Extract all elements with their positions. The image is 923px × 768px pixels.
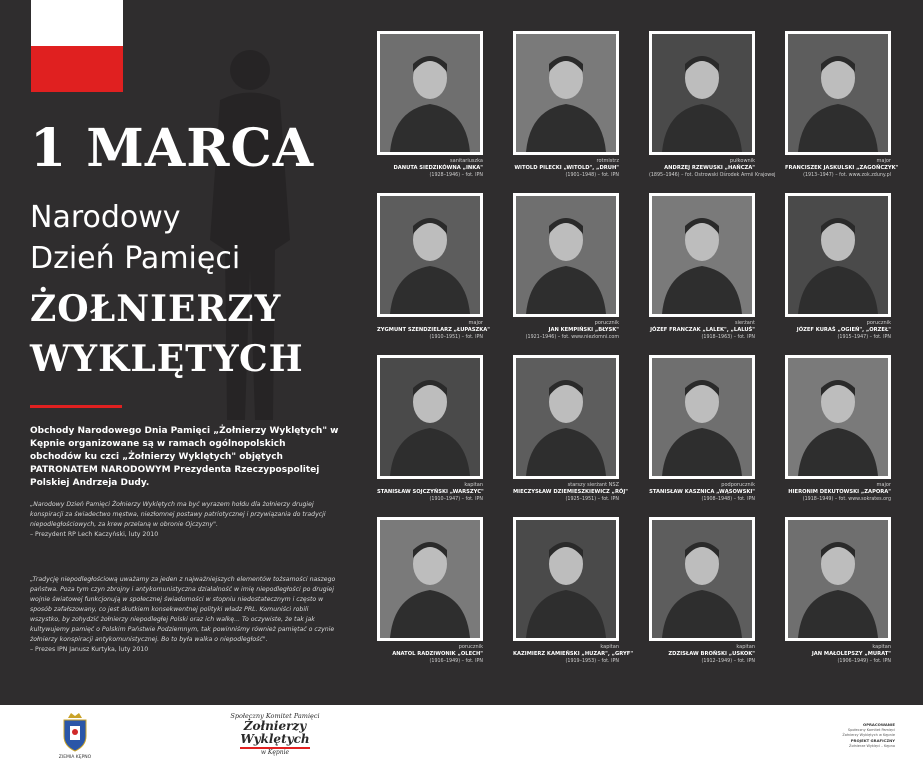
portrait-years: (1912–1949) – fot. IPN <box>701 659 755 664</box>
portrait-photo <box>785 193 891 317</box>
portrait-caption <box>513 644 634 665</box>
portrait-caption <box>649 320 755 341</box>
portrait-rank: porucznik <box>866 320 891 326</box>
credits-text-1: Społeczny Komitet Pamięci Żołnierzy Wyklętych w Kępnie <box>842 728 895 737</box>
portrait-card <box>649 355 755 503</box>
portrait-name: WITOLD PILECKI „WITOLD", „DRUH" <box>514 165 619 171</box>
portrait-name: FRANCISZEK JASKULSKI „ZAGOŃCZYK" <box>785 165 899 171</box>
portrait-photo <box>649 517 755 641</box>
portrait-caption <box>513 320 619 341</box>
page-title-date: 1 MARCA <box>30 118 315 179</box>
portrait-rank: kapitan <box>736 644 755 650</box>
portrait-caption <box>649 482 755 503</box>
portrait-caption <box>377 482 483 503</box>
portrait-image <box>788 196 888 314</box>
portrait-name: STANISŁAW KASZNICA „WĄSOWSKI" <box>649 489 755 495</box>
committee-line-3: w Kępnie <box>260 749 290 756</box>
portrait-image <box>788 520 888 638</box>
portrait-card <box>785 193 891 341</box>
portrait-card <box>649 31 776 179</box>
headline-line-1: ŻOŁNIERZY <box>30 288 282 330</box>
portrait-name: JÓZEF KURAŚ „OGIEŃ", „ORZEŁ" <box>796 327 891 333</box>
portrait-card <box>377 31 483 179</box>
credits-title-2: PROJEKT GRAFICZNY <box>850 738 895 743</box>
portrait-card <box>513 355 628 503</box>
portrait-image <box>516 358 616 476</box>
quote-text: „Tradycję niepodległościową uważamy za jeden z najważniejszych elementów tożsamości naszego państwa. Poza tym czyn zbrojny i antykomunistyczna działalność w imię niepodległości po drugiej wojnie światowej funkcjonują w społecznej świadomości w stopniu niedostatecznym i często w sposób zafałszowany, co jest skutkiem konsekwentnej polityki władz PRL. Komuniści robili wszystko, by zohydzić żołnierzy niepodległej Polski oraz ich walkę... To oczywiste, że tak jak kultywujemy pamięć o Polskim Państwie Podziemnym, tak powinniśmy również pamiętać o czynie żołnierzy konspiracji antykomunistycznej. Bo to była walka o niepodległość". <box>30 576 336 643</box>
portrait-caption <box>785 644 891 665</box>
quote-kaczynski <box>30 500 340 540</box>
portrait-card <box>785 31 899 179</box>
portrait-rank: pułkownik <box>729 158 755 164</box>
portrait-image <box>380 520 480 638</box>
portrait-photo <box>377 355 483 479</box>
portrait-years: (1910–1947) – fot. IPN <box>429 497 483 502</box>
portrait-caption <box>513 158 619 179</box>
portrait-years: (1910–1951) – fot. IPN <box>429 335 483 340</box>
portrait-years: (1919–1953) – fot. IPN <box>565 659 619 664</box>
credits-title-1: OPRACOWANIE <box>862 722 895 727</box>
portrait-card <box>377 193 490 341</box>
portrait-caption <box>649 644 755 665</box>
portrait-caption <box>649 158 776 179</box>
portrait-years: (1901–1948) – fot. IPN <box>565 173 619 178</box>
portrait-years: (1895–1946) – fot. Ostrowski Ośrodek Armii Krajowej <box>649 173 776 178</box>
portrait-name: ZDZISŁAW BROŃSKI „USKOK" <box>668 651 755 657</box>
portrait-image <box>652 520 752 638</box>
subtitle-line-2: Dzień Pamięci <box>30 241 241 276</box>
portrait-name: JÓZEF FRANCZAK „LALEK", „LALUŚ" <box>650 327 755 333</box>
portrait-rank: major <box>876 482 891 488</box>
quote-kurtyka <box>30 575 340 655</box>
portrait-rank: sanitariuszka <box>450 158 483 164</box>
portrait-image <box>380 34 480 152</box>
portrait-image <box>516 520 616 638</box>
portrait-name: ANDRZEJ RZEWUSKI „HAŃCZA" <box>664 165 755 171</box>
committee-line-2: Żołnierzy Wyklętych <box>240 719 310 746</box>
committee-logo <box>225 712 325 757</box>
quote-text: „Narodowy Dzień Pamięci Żołnierzy Wyklętych ma być wyrazem hołdu dla żołnierzy drugiej konspiracji za świadectwo męstwa, niezłomnej postawy patriotycznej i przywiązania do tradycji niepodległościowych, za krew przelaną w obronie Ojczyzny". <box>30 501 326 528</box>
portrait-caption <box>785 158 899 179</box>
portrait-rank: porucznik <box>594 320 619 326</box>
portrait-photo <box>649 193 755 317</box>
crest-label: ZIEMIA KĘPNO <box>58 755 92 760</box>
portrait-image <box>516 34 616 152</box>
quote-author: – Prezes IPN Janusz Kurtyka, luty 2010 <box>30 646 149 653</box>
portrait-name: HIERONIM DEKUTOWSKI „ZAPORA" <box>788 489 891 495</box>
coat-of-arms-icon <box>60 712 90 752</box>
headline-line-2: WYKLĘTYCH <box>30 338 304 380</box>
portrait-caption <box>785 482 891 503</box>
portrait-image <box>652 358 752 476</box>
polish-flag-red <box>31 46 123 92</box>
portrait-years: (1918–1963) – fot. IPN <box>701 335 755 340</box>
portrait-rank: kapitan <box>600 644 619 650</box>
portrait-card <box>377 355 483 503</box>
portrait-name: MIECZYSŁAW DZIEMIESZKIEWICZ „RÓJ" <box>513 489 628 495</box>
portrait-photo <box>377 31 483 155</box>
portrait-rank: starszy sierżant NSZ <box>567 482 619 488</box>
portrait-image <box>652 196 752 314</box>
portrait-rank: podporucznik <box>721 482 755 488</box>
portrait-caption <box>377 644 483 665</box>
portrait-card <box>785 517 891 665</box>
portrait-years: (1908–1948) – fot. IPN <box>701 497 755 502</box>
portrait-photo <box>513 193 619 317</box>
footer <box>0 705 923 768</box>
portrait-years: (1925–1951) – fot. IPN <box>565 497 619 502</box>
portrait-rank: kapitan <box>872 644 891 650</box>
portrait-caption <box>513 482 628 503</box>
portrait-image <box>380 358 480 476</box>
portrait-rank: sierżant <box>735 320 755 326</box>
portrait-photo <box>377 517 483 641</box>
portrait-name: JAN KEMPIŃSKI „BŁYSK" <box>548 327 619 333</box>
portrait-name: KAZIMIERZ KAMIEŃSKI „HUZAR", „GRYF" <box>513 651 634 657</box>
portrait-name: ANATOL RADZIWONIK „OLECH" <box>392 651 483 657</box>
portrait-years: (1918–1949) – fot. www.sokrates.org <box>802 497 891 502</box>
portrait-photo <box>513 517 619 641</box>
portrait-photo <box>513 31 619 155</box>
portrait-name: STANISŁAW SOJCZYŃSKI „WARSZYC" <box>377 489 484 495</box>
portrait-photo <box>513 355 619 479</box>
portrait-rank: major <box>468 320 483 326</box>
credits-text-2: Żołnierze Wyklęci – Kępno <box>849 744 895 748</box>
portrait-image <box>516 196 616 314</box>
portrait-years: (1906–1949) – fot. IPN <box>837 659 891 664</box>
committee-line-1: Społeczny Komitet Pamięci <box>230 712 320 720</box>
portrait-photo <box>649 31 755 155</box>
portrait-rank: major <box>876 158 891 164</box>
portrait-image <box>380 196 480 314</box>
portrait-photo <box>785 355 891 479</box>
red-divider <box>30 405 122 408</box>
portrait-years: (1928–1946) – fot. IPN <box>429 173 483 178</box>
intro-paragraph: Obchody Narodowego Dnia Pamięci „Żołnierzy Wyklętych" w Kępnie organizowane są w ramach ogólnopolskich obchodów ku czci „Żołnierzy Wyklętych" objętych PATRONATEM NARODOWYM Prezydenta Rzeczypospolitej Polskiej Andrzeja Dudy. <box>30 426 339 488</box>
portrait-caption <box>377 320 490 341</box>
portrait-card <box>649 193 755 341</box>
portrait-name: DANUTA SIEDZIKÓWNA „INKA" <box>393 165 483 171</box>
portrait-years: (1915–1947) – fot. IPN <box>837 335 891 340</box>
portrait-years: (1913–1947) – fot. www.zok.zduny.pl <box>803 173 891 178</box>
portrait-caption <box>377 158 483 179</box>
portrait-name: ZYGMUNT SZENDZIELARZ „ŁUPASZKA" <box>377 327 490 333</box>
portrait-photo <box>649 355 755 479</box>
portrait-rank: kapitan <box>464 482 483 488</box>
portrait-years: (1916–1949) – fot. IPN <box>429 659 483 664</box>
portrait-card <box>377 517 483 665</box>
portrait-card <box>649 517 755 665</box>
portrait-name: JAN MAŁOLEPSZY „MURAT" <box>811 651 891 657</box>
quote-author: – Prezydent RP Lech Kaczyński, luty 2010 <box>30 531 159 538</box>
subtitle-line-1: Narodowy <box>30 200 181 235</box>
portrait-rank: porucznik <box>458 644 483 650</box>
portrait-card <box>785 355 891 503</box>
polish-flag-white <box>31 0 123 46</box>
portrait-card <box>513 193 619 341</box>
portrait-card <box>513 31 619 179</box>
portrait-card <box>513 517 634 665</box>
portrait-rank: rotmistrz <box>596 158 619 164</box>
portrait-photo <box>785 31 891 155</box>
credits <box>835 722 895 749</box>
portrait-image <box>652 34 752 152</box>
portrait-years: (1921–1946) – fot. www.niezlomni.com <box>525 335 619 340</box>
portrait-image <box>788 34 888 152</box>
portrait-photo <box>377 193 483 317</box>
portrait-photo <box>785 517 891 641</box>
portrait-image <box>788 358 888 476</box>
portrait-caption <box>785 320 891 341</box>
